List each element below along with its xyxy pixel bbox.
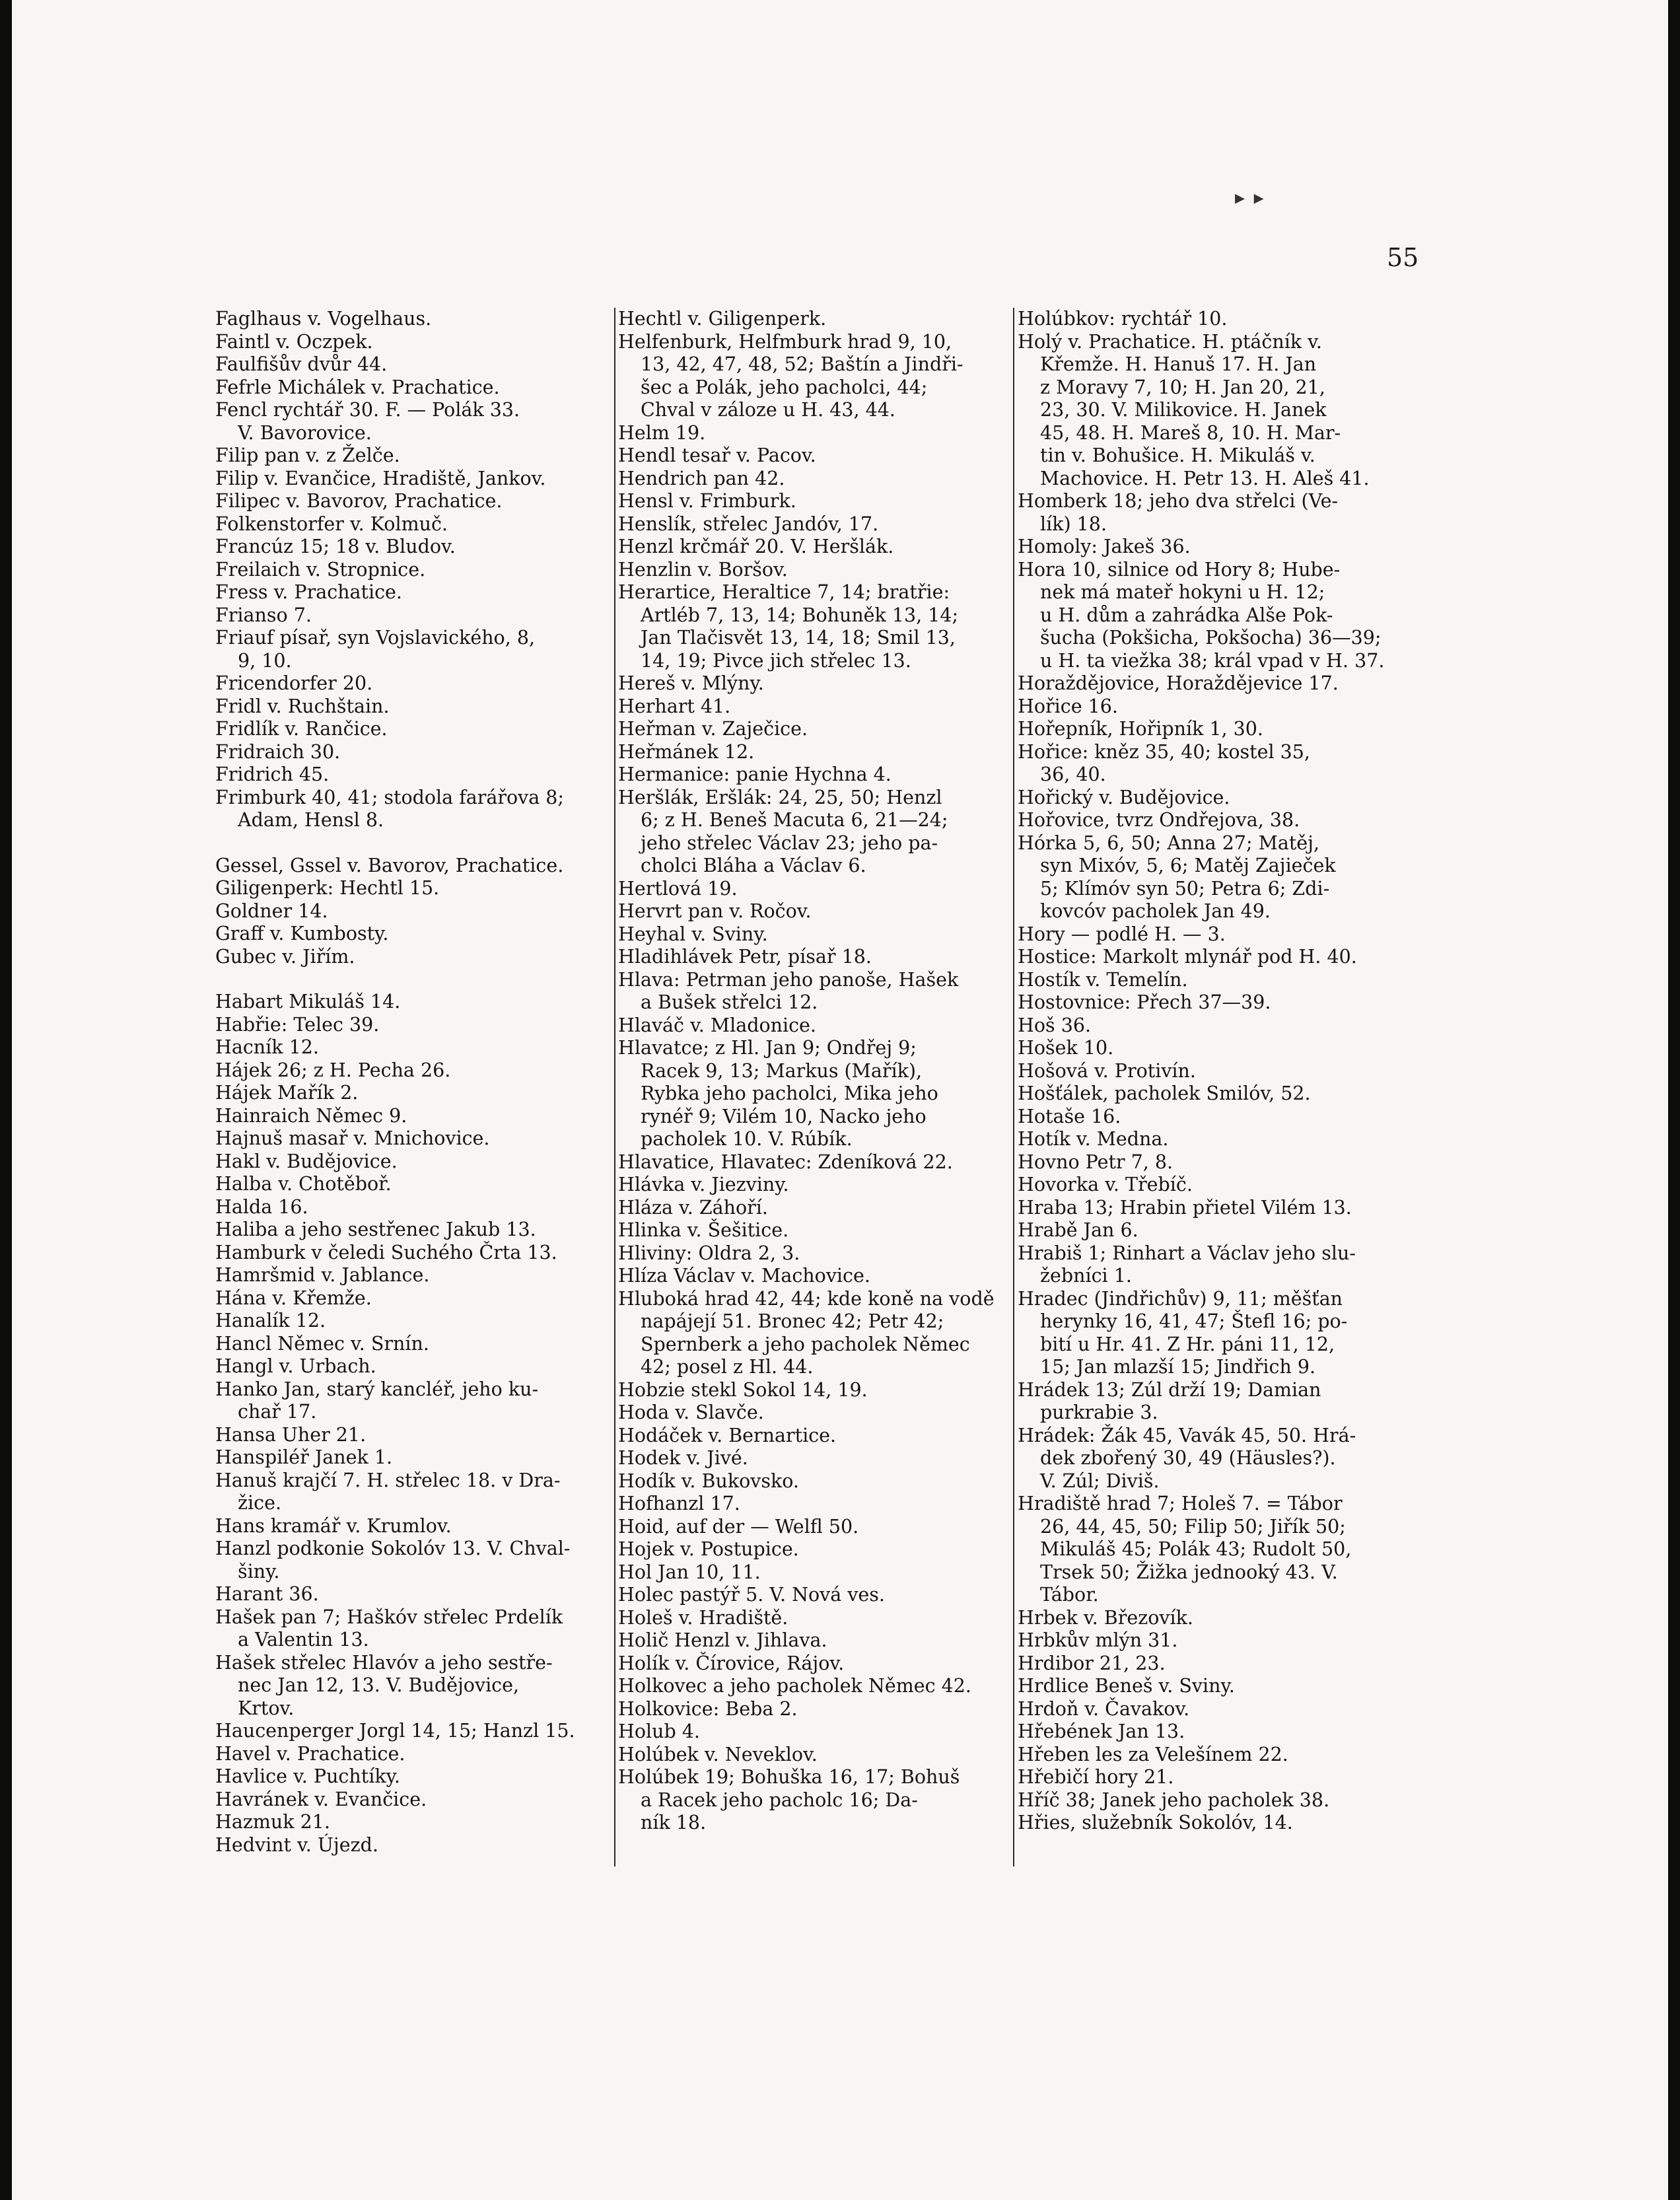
index-entry-line: Haliba a jeho sestřenec Jakub 13. (215, 1219, 536, 1240)
index-entry-line: Jan Tlačisvět 13, 14, 18; Smil 13, (641, 627, 956, 649)
index-entry-line: a Racek jeho pacholc 16; Da- (641, 1789, 918, 1811)
index-entry-line: Helm 19. (618, 421, 706, 444)
index-entry-line: u H. ta viežka 38; král vpad v H. 37. (1040, 649, 1385, 672)
index-entry-line: u H. dům a zahrádka Alše Pok- (1040, 604, 1333, 626)
index-entry-line: Hodáček v. Bernartice. (618, 1424, 837, 1446)
index-entry-line: Holič Henzl v. Jihlava. (618, 1629, 827, 1651)
index-entry-line: Hrdibor 21, 23. (1018, 1652, 1166, 1674)
index-entry-line: Hostovnice: Přech 37—39. (1018, 991, 1271, 1013)
index-entry-line: Hancl Němec v. Srnín. (215, 1332, 429, 1355)
index-entry-line: Hřebének Jan 13. (1018, 1721, 1185, 1742)
index-entry-line: šiny. (238, 1560, 280, 1582)
index-entry-line: Holík v. Čírovice, Rájov. (618, 1652, 845, 1674)
index-entry-line: z Moravy 7, 10; H. Jan 20, 21, (1040, 376, 1325, 398)
index-entry-line: napájejí 51. Bronec 42; Petr 42; (641, 1310, 944, 1332)
index-entry-line: Hrádek: Žák 45, Vavák 45, 50. Hrá- (1018, 1424, 1356, 1446)
index-entry-line: Hošová v. Protivín. (1018, 1059, 1196, 1082)
index-entry-line: a Bušek střelci 12. (641, 991, 818, 1013)
index-entry-line: Hořepník, Hořipník 1, 30. (1018, 718, 1263, 740)
index-entry-line: Holkovice: Beba 2. (618, 1697, 798, 1720)
index-entry-line: šec a Polák, jeho pacholci, 44; (641, 376, 928, 398)
index-entry-line: Friauf písař, syn Vojslavického, 8, (215, 627, 536, 649)
index-entry-line: Hostík v. Temelín. (1018, 968, 1188, 991)
index-entry-line: Rybka jeho pacholci, Mika jeho (641, 1082, 938, 1104)
index-entry-line: 45, 48. H. Mareš 8, 10. H. Mar- (1040, 421, 1341, 444)
index-entry-line: Hájek 26; z H. Pecha 26. (215, 1059, 451, 1081)
index-entry-line: Graff v. Kumbosty. (215, 923, 389, 944)
index-entry-line: herynky 16, 41, 47; Štefl 16; po- (1040, 1310, 1348, 1332)
index-entry-line: Hříč 38; Janek jeho pacholek 38. (1018, 1789, 1330, 1811)
index-entry-line: Hainraich Němec 9. (215, 1104, 407, 1127)
index-entry-line: V. Zúl; Diviš. (1040, 1470, 1160, 1492)
index-entry-line: Hanspiléř Janek 1. (215, 1446, 393, 1468)
index-entry-line: Holec pastýř 5. V. Nová ves. (618, 1584, 885, 1606)
index-entry-line: Hanko Jan, starý kancléř, jeho ku- (215, 1378, 539, 1400)
section-gap (215, 968, 618, 991)
index-entry-line: Hořice 16. (1018, 695, 1118, 717)
index-entry-line: Fridraich 30. (215, 740, 341, 763)
index-entry-line: Hrdoň v. Čavakov. (1018, 1697, 1190, 1720)
index-entry-line: Fress v. Prachatice. (215, 581, 402, 603)
index-entry-line: Francúz 15; 18 v. Bludov. (215, 536, 456, 557)
index-entry-line: Hakl v. Budějovice. (215, 1150, 398, 1172)
index-entry-line: Hotaše 16. (1018, 1105, 1121, 1127)
index-entry-line: Hory — podlé H. — 3. (1018, 923, 1226, 945)
index-entry-line: Fefrle Michálek v. Prachatice. (215, 376, 500, 398)
index-entry-line: Hladihlávek Petr, písař 18. (618, 946, 872, 968)
index-entry-line: Havlice v. Puchtíky. (215, 1765, 400, 1787)
index-entry-line: Freilaich v. Stropnice. (215, 558, 426, 581)
index-entry-line: 6; z H. Beneš Macuta 6, 21—24; (641, 809, 948, 831)
index-entry-line: Goldner 14. (215, 900, 328, 922)
index-entry-line: Hošek 10. (1018, 1037, 1114, 1059)
index-entry-line: Horaždějovice, Horaždějevice 17. (1018, 672, 1339, 694)
index-entry-line: Hrabiš 1; Rinhart a Václav jeho slu- (1018, 1242, 1356, 1264)
index-entry-line: Helfenburk, Helfmburk hrad 9, 10, (618, 330, 952, 353)
index-entry-line: Hodík v. Bukovsko. (618, 1470, 799, 1492)
index-entry-line: Spernberk a jeho pacholek Němec (641, 1333, 970, 1355)
index-entry-line: Hotík v. Medna. (1018, 1128, 1169, 1150)
index-entry-line: Hans kramář v. Krumlov. (215, 1514, 452, 1537)
index-entry-line: Heřmánek 12. (618, 740, 755, 763)
index-entry-line: Hofhanzl 17. (618, 1493, 740, 1514)
index-entry-line: Hrbek v. Březovík. (1018, 1606, 1193, 1629)
index-entry-line: pacholek 10. V. Rúbík. (641, 1128, 853, 1150)
index-entry-line: Hanuš krajčí 7. H. střelec 18. v Dra- (215, 1469, 561, 1491)
index-entry-line: Holý v. Prachatice. H. ptáčník v. (1018, 330, 1322, 353)
index-column-middle (618, 308, 1021, 1835)
index-entry-line: 13, 42, 47, 48, 52; Baštín a Jindři- (641, 353, 963, 375)
index-entry-line: Hansa Uher 21. (215, 1423, 367, 1446)
index-entry-line: Giligenperk: Hechtl 15. (215, 877, 440, 899)
index-entry-line: Hořice: kněz 35, 40; kostel 35, (1018, 740, 1310, 763)
index-entry-line: Holúbek v. Neveklov. (618, 1743, 818, 1765)
index-entry-line: bití u Hr. 41. Z Hr. páni 11, 12, (1040, 1333, 1335, 1355)
index-entry-line: V. Bavorovice. (238, 421, 372, 444)
index-entry-line: Hazmuk 21. (215, 1811, 330, 1833)
index-entry-line: Heřman v. Zaječice. (618, 718, 808, 740)
index-entry-line: Halda 16. (215, 1195, 308, 1218)
index-entry-line: Artléb 7, 13, 14; Bohuněk 13, 14; (641, 604, 959, 626)
index-entry-line: Hošťálek, pacholek Smilóv, 52. (1018, 1082, 1311, 1104)
index-entry-line: 26, 44, 45, 50; Filip 50; Jiřík 50; (1040, 1515, 1346, 1538)
index-entry-line: Hobzie stekl Sokol 14, 19. (618, 1378, 868, 1401)
index-entry-line: Hašek střelec Hlavóv a jeho sestře- (215, 1651, 553, 1674)
index-entry-line: Fridlík v. Rančice. (215, 718, 388, 740)
index-entry-line: Folkenstorfer v. Kolmuč. (215, 513, 448, 535)
index-entry-line: Hrbkův mlýn 31. (1018, 1629, 1178, 1651)
index-entry-line: Hórka 5, 6, 50; Anna 27; Matěj, (1018, 832, 1320, 854)
index-entry-line: Hol Jan 10, 11. (618, 1561, 761, 1583)
index-entry-line: Hedvint v. Újezd. (215, 1833, 378, 1856)
index-entry-line: žebníci 1. (1040, 1265, 1132, 1287)
index-entry-line: Hertlová 19. (618, 877, 738, 900)
index-entry-line: Hašek pan 7; Haškóv střelec Prdelík (215, 1606, 563, 1628)
index-entry-line: Gubec v. Jiřím. (215, 945, 355, 968)
index-entry-line: Trsek 50; Žižka jednooký 43. V. (1040, 1561, 1338, 1583)
index-entry-line: Hodek v. Jivé. (618, 1447, 748, 1469)
index-entry-line: Hána v. Křemže. (215, 1287, 372, 1309)
index-entry-line: Hlava: Petrman jeho panoše, Hašek (618, 968, 959, 991)
page-number: 55 (1387, 243, 1419, 272)
index-entry-line: Haucenperger Jorgl 14, 15; Hanzl 15. (215, 1720, 575, 1742)
index-entry-line: šucha (Pokšicha, Pokšocha) 36—39; (1040, 627, 1382, 649)
index-entry-line: rynéř 9; Vilém 10, Nacko jeho (641, 1105, 927, 1127)
printer-mark: ▸ ▸ (1235, 186, 1265, 209)
index-entry-line: Henzlin v. Boršov. (618, 558, 788, 581)
index-entry-line: 23, 30. V. Milikovice. H. Janek (1040, 399, 1327, 421)
index-entry-line: Herhart 41. (618, 695, 731, 717)
index-column-left (215, 308, 618, 1857)
index-entry-line: Havránek v. Evančice. (215, 1788, 427, 1810)
index-entry-line: nec Jan 12, 13. V. Budějovice, (238, 1674, 520, 1696)
index-entry-line: Chval v záloze u H. 43, 44. (641, 399, 895, 421)
index-entry-line: lík) 18. (1040, 513, 1107, 535)
index-entry-line: Harant 36. (215, 1583, 319, 1605)
index-entry-line: Hrádek 13; Zúl drží 19; Damian (1018, 1378, 1321, 1401)
index-entry-line: 15; Jan mlazší 15; Jindřich 9. (1040, 1356, 1316, 1378)
book-page (12, 0, 1668, 2200)
index-entry-line: Holkovec a jeho pacholek Němec 42. (618, 1675, 971, 1697)
index-entry-line: Hřeben les za Velešínem 22. (1018, 1743, 1288, 1765)
index-entry-line: 14, 19; Pivce jich střelec 13. (641, 649, 911, 672)
index-entry-line: Homberk 18; jeho dva střelci (Ve- (1018, 490, 1339, 512)
index-entry-line: Frianso 7. (215, 604, 312, 626)
index-entry-line: Hlávka v. Jiezviny. (618, 1174, 789, 1195)
index-entry-line: dek zbořený 30, 49 (Häusles?). (1040, 1447, 1336, 1469)
index-entry-line: Hajnuš masař v. Mnichovice. (215, 1127, 490, 1149)
index-entry-line: chař 17. (238, 1401, 317, 1423)
index-entry-line: 9, 10. (238, 649, 292, 672)
index-entry-line: Hereš v. Mlýny. (618, 672, 764, 694)
index-entry-line: Hoda v. Slavče. (618, 1402, 764, 1423)
index-entry-line: Holúbek 19; Bohuška 16, 17; Bohuš (618, 1766, 960, 1788)
index-column-right (1018, 308, 1414, 1835)
index-entry-line: Hostice: Markolt mlynář pod H. 40. (1018, 946, 1357, 968)
index-entry-line: Tábor. (1040, 1584, 1099, 1606)
index-entry-line: Herartice, Heraltice 7, 14; bratřie: (618, 581, 950, 603)
index-entry-line: Hanzl podkonie Sokolóv 13. V. Chval- (215, 1538, 571, 1559)
index-entry-line: Hlíza Václav v. Machovice. (618, 1265, 870, 1287)
index-entry-line: Hervrt pan v. Ročov. (618, 900, 812, 922)
index-entry-line: Hrdlice Beneš v. Sviny. (1018, 1675, 1235, 1697)
index-entry-line: 5; Klímóv syn 50; Petra 6; Zdi- (1040, 877, 1330, 900)
index-entry-line: žice. (238, 1492, 282, 1514)
index-entry-line: Hraba 13; Hrabin přietel Vilém 13. (1018, 1196, 1352, 1219)
index-entry-line: Faintl v. Oczpek. (215, 330, 373, 353)
index-entry-line: Hradec (Jindřichův) 9, 11; měšťan (1018, 1287, 1343, 1310)
index-entry-line: Henslík, střelec Jandóv, 17. (618, 513, 879, 535)
index-entry-line: Hřies, služebník Sokolóv, 14. (1018, 1812, 1293, 1833)
index-entry-line: Fricendorfer 20. (215, 672, 373, 694)
index-entry-line: Hora 10, silnice od Hory 8; Hube- (1018, 558, 1341, 581)
index-entry-line: Henzl krčmář 20. V. Heršlák. (618, 536, 894, 557)
index-entry-line: Holub 4. (618, 1721, 700, 1742)
index-entry-line: Hořický v. Budějovice. (1018, 786, 1230, 808)
index-entry-line: Hamršmid v. Jablance. (215, 1264, 430, 1286)
index-entry-line: Filipec v. Bavorov, Prachatice. (215, 490, 503, 512)
index-entry-line: Hoid, auf der — Welfl 50. (618, 1515, 859, 1538)
index-entry-line: Fridl v. Ruchštain. (215, 695, 390, 717)
index-entry-line: Mikuláš 45; Polák 43; Rudolt 50, (1040, 1538, 1352, 1560)
index-entry-line: Hřebičí hory 21. (1018, 1766, 1174, 1788)
index-entry-line: Hamburk v čeledi Suchého Črta 13. (215, 1241, 557, 1263)
index-entry-line: Hovno Petr 7, 8. (1018, 1151, 1173, 1173)
index-entry-line: Hláza v. Záhoří. (618, 1196, 768, 1219)
index-entry-line: a Valentin 13. (238, 1629, 369, 1650)
index-entry-line: Havel v. Prachatice. (215, 1742, 405, 1765)
index-entry-line: Filip v. Evančice, Hradiště, Jankov. (215, 467, 546, 489)
index-entry-line: Hensl v. Frimburk. (618, 490, 796, 512)
index-entry-line: Krtov. (238, 1697, 295, 1719)
index-entry-line: Halba v. Chotěboř. (215, 1173, 392, 1195)
index-entry-line: Hlavatce; z Hl. Jan 9; Ondřej 9; (618, 1037, 917, 1059)
index-entry-line: Hendl tesař v. Pacov. (618, 444, 816, 466)
index-entry-line: Holeš v. Hradiště. (618, 1606, 788, 1629)
index-entry-line: Fridrich 45. (215, 763, 330, 785)
index-entry-line: kovcóv pacholek Jan 49. (1040, 900, 1271, 922)
index-entry-line: Hangl v. Urbach. (215, 1355, 376, 1377)
index-entry-line: Hořovice, tvrz Ondřejova, 38. (1018, 809, 1300, 831)
index-entry-line: Hradiště hrad 7; Holeš 7. = Tábor (1018, 1493, 1343, 1514)
index-entry-line: Hlaváč v. Mladonice. (618, 1014, 816, 1036)
index-entry-line: Hacník 12. (215, 1036, 319, 1058)
index-entry-line: Faulfišův dvůr 44. (215, 353, 388, 375)
index-entry-line: nek má mateř hokyni u H. 12; (1040, 581, 1325, 603)
index-entry-line: Homoly: Jakeš 36. (1018, 536, 1191, 557)
index-entry-line: 42; posel z Hl. 44. (641, 1356, 814, 1378)
index-entry-line: Hlavatice, Hlavatec: Zdeníková 22. (618, 1151, 953, 1173)
index-entry-line: Hendrich pan 42. (618, 467, 785, 489)
index-entry-line: Hoš 36. (1018, 1014, 1092, 1036)
index-entry-line: Křemže. H. Hanuš 17. H. Jan (1040, 353, 1317, 375)
section-gap (215, 832, 618, 855)
index-entry-line: Holúbkov: rychtář 10. (1018, 308, 1228, 330)
index-entry-line: tin v. Bohušice. H. Mikuláš v. (1040, 444, 1315, 466)
index-entry-line: purkrabie 3. (1040, 1402, 1158, 1423)
index-entry-line: Filip pan v. z Želče. (215, 444, 400, 466)
index-entry-line: Habart Mikuláš 14. (215, 991, 401, 1012)
index-entry-line: Hechtl v. Giligenperk. (618, 308, 827, 330)
index-entry-line: cholci Bláha a Václav 6. (641, 855, 866, 876)
index-entry-line: Adam, Hensl 8. (238, 809, 384, 831)
index-entry-line: 36, 40. (1040, 763, 1106, 785)
index-entry-line: Hliviny: Oldra 2, 3. (618, 1242, 800, 1264)
index-entry-line: Hrabě Jan 6. (1018, 1219, 1138, 1241)
index-entry-line: Fencl rychtář 30. F. — Polák 33. (215, 399, 520, 421)
index-entry-line: Frimburk 40, 41; stodola farářova 8; (215, 786, 565, 808)
index-entry-line: Machovice. H. Petr 13. H. Aleš 41. (1040, 467, 1370, 489)
index-entry-line: Heyhal v. Sviny. (618, 923, 768, 945)
index-entry-line: Hermanice: panie Hychna 4. (618, 763, 892, 785)
index-entry-line: jeho střelec Václav 23; jeho pa- (641, 832, 938, 854)
index-entry-line: Hanalík 12. (215, 1310, 326, 1331)
index-entry-line: ník 18. (641, 1812, 707, 1833)
index-entry-line: Heršlák, Eršlák: 24, 25, 50; Henzl (618, 786, 942, 808)
index-entry-line: syn Mixóv, 5, 6; Matěj Zajieček (1040, 855, 1336, 876)
index-entry-line: Hájek Mařík 2. (215, 1082, 359, 1104)
index-entry-line: Gessel, Gssel v. Bavorov, Prachatice. (215, 854, 564, 876)
index-entry-line: Hovorka v. Třebíč. (1018, 1174, 1193, 1195)
index-entry-line: Habřie: Telec 39. (215, 1013, 380, 1036)
index-entry-line: Racek 9, 13; Markus (Mařík), (641, 1059, 923, 1082)
index-entry-line: Faglhaus v. Vogelhaus. (215, 308, 432, 330)
index-entry-line: Hlinka v. Šešitice. (618, 1219, 789, 1241)
index-entry-line: Hojek v. Postupice. (618, 1538, 799, 1560)
index-entry-line: Hluboká hrad 42, 44; kde koně na vodě (618, 1287, 995, 1310)
